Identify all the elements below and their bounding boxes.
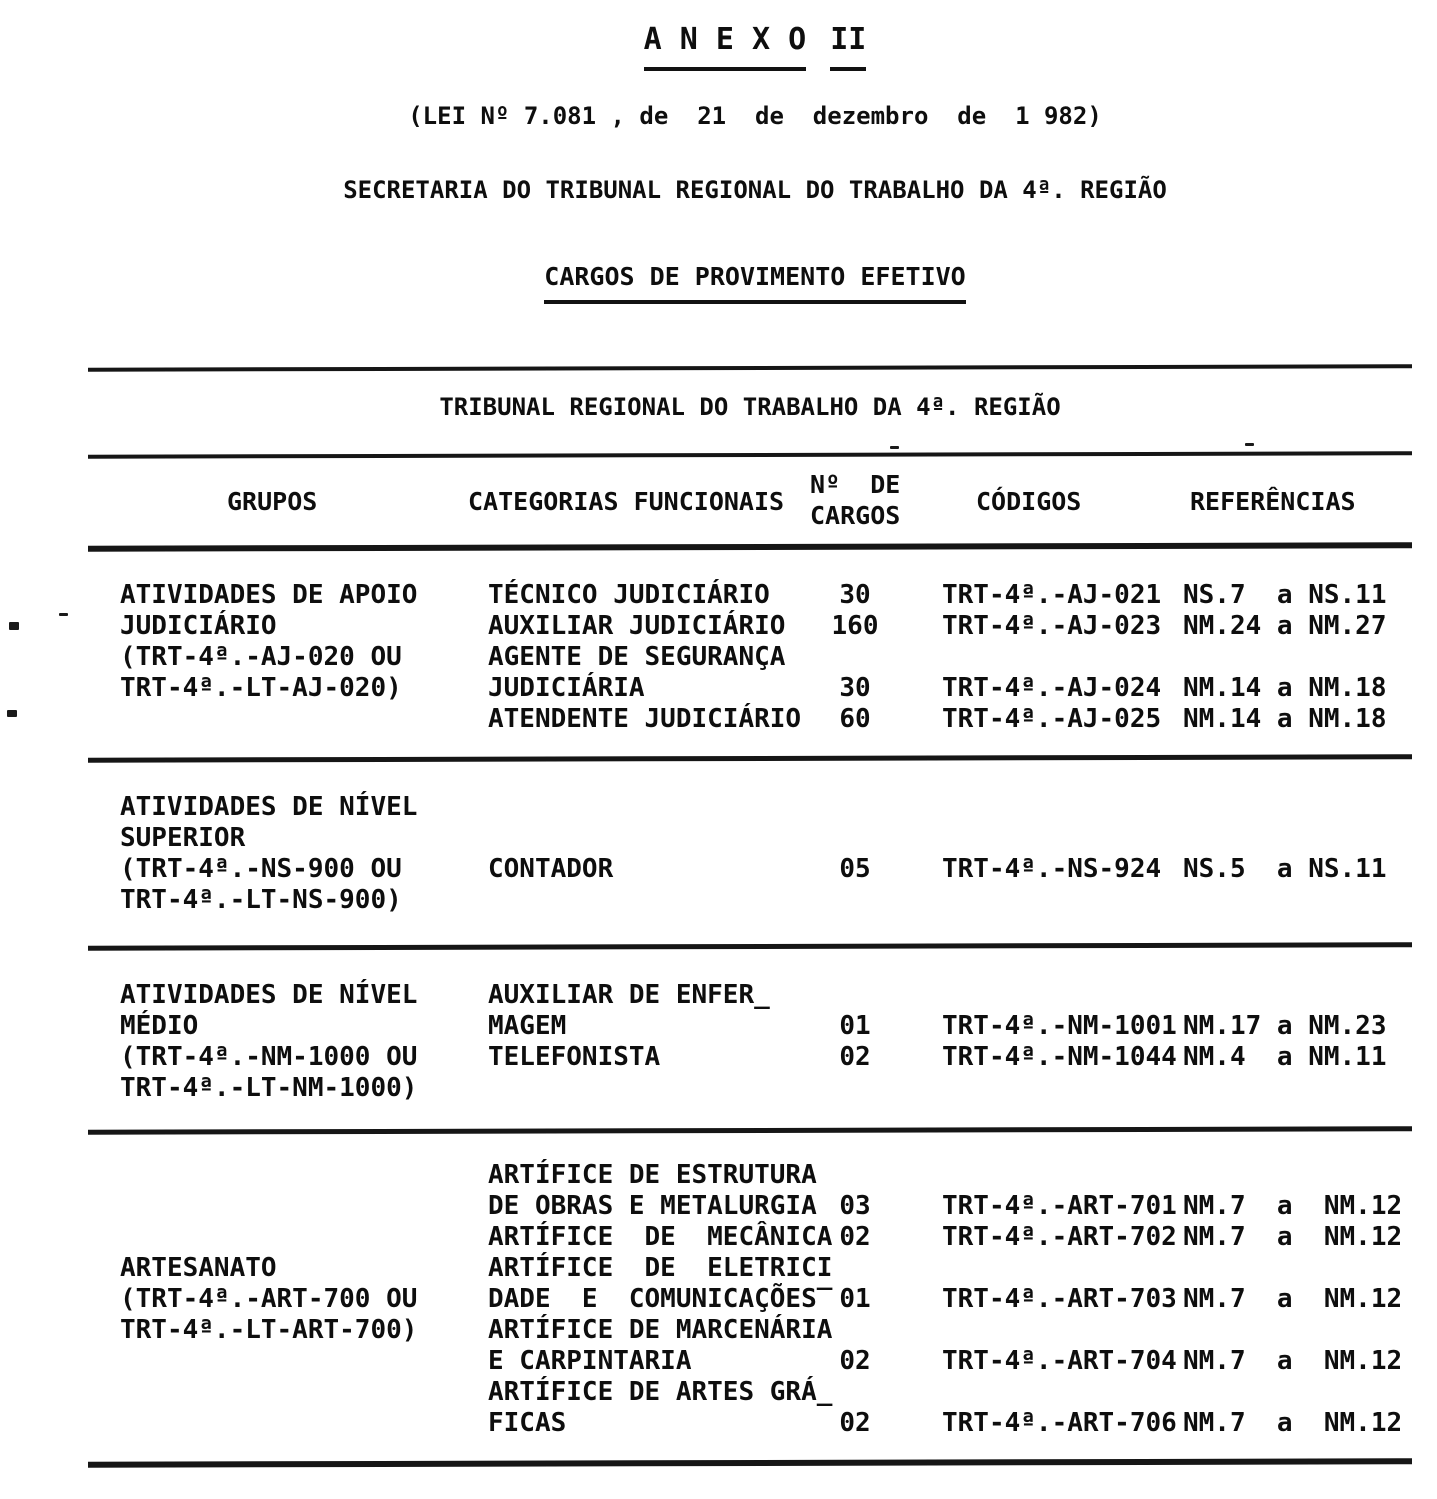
code-cell: TRT-4ª.-NM-1001 <box>942 1011 1177 1041</box>
category-cell: ARTÍFICE DE ARTES GRÁ_ <box>488 1377 833 1407</box>
code-cell: TRT-4ª.-ART-703 <box>942 1284 1177 1314</box>
table-rule-bottom <box>88 1458 1412 1467</box>
table-line <box>120 792 1430 823</box>
reference-cell: NS.5 a NS.11 <box>1183 854 1387 884</box>
col-header-cargos-line2: CARGOS <box>810 501 901 530</box>
document-title-word: A N E X O <box>644 22 807 71</box>
group-cell: (TRT-4ª.-AJ-020 OU <box>120 642 402 672</box>
group-cell: TRT-4ª.-LT-ART-700) <box>120 1315 418 1345</box>
document-title <box>75 22 1435 71</box>
reference-cell: NM.7 a NM.12 <box>1183 1191 1403 1221</box>
table-line <box>120 1346 1430 1377</box>
code-cell: TRT-4ª.-ART-706 <box>942 1408 1177 1438</box>
reference-cell: NM.7 a NM.12 <box>1183 1408 1403 1438</box>
group-cell: ATIVIDADES DE NÍVEL <box>120 980 418 1010</box>
table-line <box>120 1284 1430 1315</box>
table-rule-section-3 <box>88 1126 1412 1134</box>
law-reference-line: (LEI Nº 7.081 , de 21 de dezembro de 1 982) <box>408 102 1102 130</box>
col-header-grupos: GRUPOS <box>227 487 318 516</box>
table-line <box>120 1377 1430 1408</box>
table-rule-top <box>88 364 1412 371</box>
group-cell: SUPERIOR <box>120 823 246 853</box>
category-cell: DE OBRAS E METALURGIA <box>488 1191 817 1221</box>
reference-cell: NM.24 a NM.27 <box>1183 611 1387 641</box>
reference-cell: NM.7 a NM.12 <box>1183 1346 1403 1376</box>
table-line <box>120 1408 1430 1439</box>
col-header-referencias: REFERÊNCIAS <box>1190 487 1356 516</box>
cargos-count: 03 <box>839 1191 871 1221</box>
category-cell: TÉCNICO JUDICIÁRIO <box>488 580 770 610</box>
group-cell: TRT-4ª.-LT-NM-1000) <box>120 1073 418 1103</box>
table-rule-below-header <box>88 542 1412 551</box>
category-cell: CONTADOR <box>488 854 614 884</box>
scan-speck <box>9 622 19 630</box>
cargos-count: 02 <box>839 1408 871 1438</box>
cargos-count: 30 <box>839 580 871 610</box>
doc-subtitle-wrap <box>75 262 1435 304</box>
table-line <box>120 580 1430 611</box>
code-cell: TRT-4ª.-ART-704 <box>942 1346 1177 1376</box>
col-header-cargos-line1: Nº DE <box>810 470 901 499</box>
group-cell: (TRT-4ª.-NS-900 OU <box>120 854 402 884</box>
cargos-count: 02 <box>839 1346 871 1376</box>
table-line <box>120 1253 1430 1284</box>
table-title: TRIBUNAL REGIONAL DO TRABALHO DA 4ª. REGIÃO <box>439 393 1061 421</box>
table-line <box>120 611 1430 642</box>
reference-cell: NM.14 a NM.18 <box>1183 673 1387 703</box>
reference-cell: NM.4 a NM.11 <box>1183 1042 1387 1072</box>
table-rule-section-2 <box>88 942 1412 950</box>
cargos-count: 02 <box>839 1222 871 1252</box>
group-cell: ARTESANATO <box>120 1253 277 1283</box>
table-line <box>120 1042 1430 1073</box>
table-line <box>120 704 1430 735</box>
group-cell: ATIVIDADES DE APOIO <box>120 580 418 610</box>
category-cell: ARTÍFICE DE MECÂNICA <box>488 1222 833 1252</box>
table-line <box>120 854 1430 885</box>
table-section <box>120 580 1430 735</box>
scan-speck <box>59 613 68 616</box>
table-line <box>120 673 1430 704</box>
code-cell: TRT-4ª.-NM-1044 <box>942 1042 1177 1072</box>
document-title-numeral: II <box>830 22 866 71</box>
cargos-count: 30 <box>839 673 871 703</box>
reference-cell: NM.7 a NM.12 <box>1183 1222 1403 1252</box>
code-cell: TRT-4ª.-ART-702 <box>942 1222 1177 1252</box>
code-cell: TRT-4ª.-AJ-023 <box>942 611 1162 641</box>
group-cell: TRT-4ª.-LT-NS-900) <box>120 885 402 915</box>
cargos-count: 01 <box>839 1284 871 1314</box>
cargos-count: 160 <box>831 611 879 641</box>
cargos-count: 02 <box>839 1042 871 1072</box>
scan-speck <box>7 710 17 717</box>
category-cell: AUXILIAR DE ENFER_ <box>488 980 770 1010</box>
code-cell: TRT-4ª.-NS-924 <box>942 854 1162 884</box>
table-section <box>120 980 1430 1104</box>
table-line <box>120 980 1430 1011</box>
category-cell: TELEFONISTA <box>488 1042 661 1072</box>
reference-cell: NS.7 a NS.11 <box>1183 580 1387 610</box>
table-line <box>120 1315 1430 1346</box>
table-line <box>120 1160 1430 1191</box>
code-cell: TRT-4ª.-ART-701 <box>942 1191 1177 1221</box>
scan-speck <box>890 446 899 449</box>
table-line <box>120 1191 1430 1222</box>
table-line <box>120 642 1430 673</box>
group-cell: ATIVIDADES DE NÍVEL <box>120 792 418 822</box>
table-line <box>120 1011 1430 1042</box>
group-cell: (TRT-4ª.-ART-700 OU <box>120 1284 418 1314</box>
category-cell: ARTÍFICE DE MARCENÁRIA <box>488 1315 833 1345</box>
group-cell: MÉDIO <box>120 1011 199 1041</box>
table-line <box>120 823 1430 854</box>
code-cell: TRT-4ª.-AJ-025 <box>942 704 1162 734</box>
category-cell: AGENTE DE SEGURANÇA <box>488 642 786 672</box>
col-header-codigos: CÓDIGOS <box>976 487 1082 516</box>
cargos-count: 05 <box>839 854 871 884</box>
org-line: SECRETARIA DO TRIBUNAL REGIONAL DO TRABALHO DA 4ª. REGIÃO <box>343 176 1167 204</box>
group-cell: (TRT-4ª.-NM-1000 OU <box>120 1042 418 1072</box>
reference-cell: NM.7 a NM.12 <box>1183 1284 1403 1314</box>
category-cell: ATENDENTE JUDICIÁRIO <box>488 704 802 734</box>
table-section <box>120 1160 1430 1439</box>
cargos-count: 60 <box>839 704 871 734</box>
table-line <box>120 1073 1430 1104</box>
category-cell: E CARPINTARIA <box>488 1346 692 1376</box>
cargos-count: 01 <box>839 1011 871 1041</box>
col-header-categorias: CATEGORIAS FUNCIONAIS <box>468 487 785 516</box>
category-cell: MAGEM <box>488 1011 567 1041</box>
group-cell: JUDICIÁRIO <box>120 611 277 641</box>
table-line <box>120 885 1430 916</box>
category-cell: ARTÍFICE DE ESTRUTURA <box>488 1160 817 1190</box>
table-section <box>120 792 1430 916</box>
category-cell: JUDICIÁRIA <box>488 673 645 703</box>
category-cell: AUXILIAR JUDICIÁRIO <box>488 611 786 641</box>
reference-cell: NM.14 a NM.18 <box>1183 704 1387 734</box>
scan-speck <box>1245 443 1254 446</box>
category-cell: FICAS <box>488 1408 567 1438</box>
group-cell: TRT-4ª.-LT-AJ-020) <box>120 673 402 703</box>
code-cell: TRT-4ª.-AJ-024 <box>942 673 1162 703</box>
table-rule-section-1 <box>88 754 1412 762</box>
category-cell: DADE E COMUNICAÇÕES‾ <box>488 1284 833 1314</box>
reference-cell: NM.17 a NM.23 <box>1183 1011 1387 1041</box>
category-cell: ARTÍFICE DE ELETRICI <box>488 1253 833 1283</box>
table-line <box>120 1222 1430 1253</box>
code-cell: TRT-4ª.-AJ-021 <box>942 580 1162 610</box>
table-rule-below-title <box>88 451 1412 458</box>
doc-subtitle: CARGOS DE PROVIMENTO EFETIVO <box>544 262 965 304</box>
